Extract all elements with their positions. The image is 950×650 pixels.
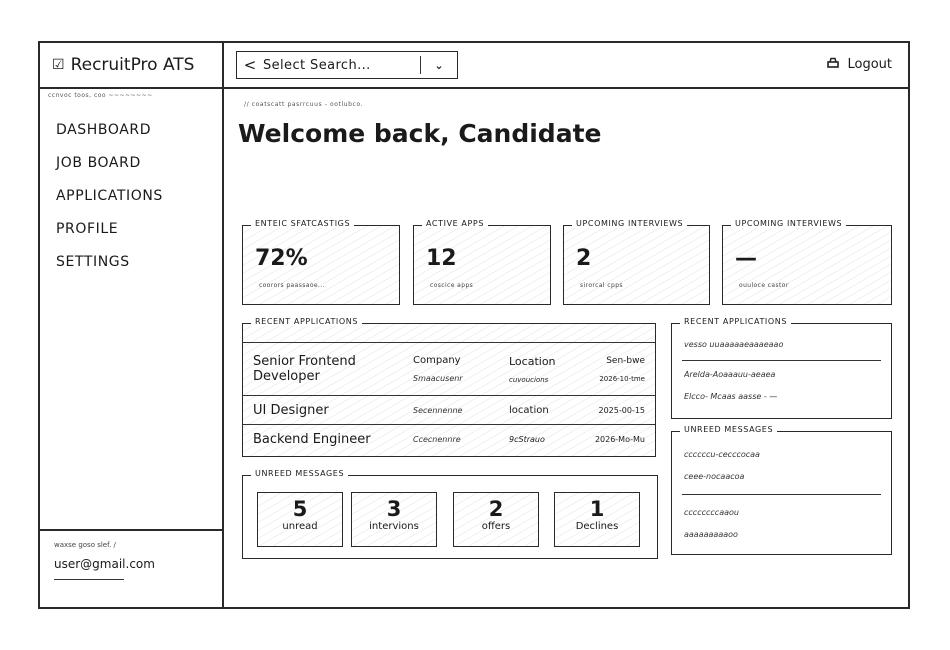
stat-legend: UPCOMING INTERVIEWS [731,219,846,228]
company-header: Company [413,355,461,366]
panel-legend: UNREED MESSAGES [680,425,777,434]
location: cuvoucions [509,375,549,384]
company: Secennenne [413,405,463,415]
search-select[interactable] [236,51,458,79]
counter-label: Declines [575,521,619,532]
message-item[interactable]: ceee-nocaacoa [684,472,745,481]
stat-caption: coscice apps [430,282,474,289]
date-header: Sen-bwe [606,355,645,366]
date: 2026-10-tme [599,374,645,383]
date: 2025-00-15 [598,405,645,415]
stat-legend: UPCOMING INTERVIEWS [572,219,687,228]
counter-number: 5 [292,497,308,521]
stat-card-upcoming-interviews-2[interactable] [722,219,892,305]
stat-card-statistics[interactable] [242,219,400,305]
counter-label: offers [481,521,511,532]
counter-number: 2 [488,497,504,521]
location-header: Location [509,354,556,368]
breadcrumb: // coatscatt pasrrcuus - ootlubco. [244,101,364,108]
logout-button[interactable] [827,57,892,72]
message-item[interactable]: ccccccu-cecccocaa [684,450,760,459]
table-row[interactable] [243,424,655,453]
divider [682,494,881,495]
stat-caption: sirorcal cpps [580,282,623,289]
message-item[interactable]: aaaaaaaaaoo [684,530,738,539]
sidebar-item-dashboard[interactable]: DASHBOARD [56,122,152,138]
counter-label: intervions [369,521,419,532]
counter-offers[interactable] [453,492,539,547]
search-input[interactable]: Select Search... [263,57,371,73]
chevron-down-icon[interactable]: ⌄ [434,58,444,72]
job-title: Senior Frontend Developer [253,354,356,384]
stat-card-active-apps[interactable] [413,219,551,305]
sidebar-nav [40,114,222,279]
sidebar-item-profile[interactable]: PROFILE [56,221,119,237]
sidebar-footer [40,529,222,607]
chevron-left-icon[interactable]: < [243,56,257,74]
location: location [509,404,549,416]
applications-table [243,342,655,453]
stat-caption: ouuloce castor [739,282,789,289]
company: Ccecnennre [413,434,461,444]
job-title: UI Designer [253,402,329,418]
main-content [224,89,908,607]
sidebar-item-applications[interactable]: APPLICATIONS [56,188,163,204]
counter-label: unread [282,521,318,532]
divider [682,360,881,361]
panel-legend: RECENT APPLICATIONS [680,317,791,326]
date-cell [583,356,645,383]
date: 2026-Mo-Mu [594,434,645,444]
counter-unread[interactable] [257,492,343,547]
stat-card-upcoming-interviews[interactable] [563,219,710,305]
side-recent-applications-panel [671,317,892,419]
sidebar-item-settings[interactable]: SETTINGS [56,254,130,270]
table-row[interactable] [243,395,655,424]
unread-messages-panel [242,469,658,559]
counter-declines[interactable] [554,492,640,547]
app-window [38,41,910,609]
list-item[interactable]: vesso uuaaaaaeaaaeaao [684,340,784,349]
stat-value: 72% [255,246,308,271]
footer-hint: waxse goso slef. / [54,541,116,549]
stat-value: 2 [576,246,592,271]
user-email[interactable]: user@gmail.com [54,557,155,571]
stat-value: — [735,246,757,271]
page-title: Welcome back, Candidate [238,119,602,148]
table-row[interactable] [243,342,655,395]
side-unread-messages-panel [671,425,892,555]
job-title: Backend Engineer [253,431,371,447]
footer-divider [54,579,124,580]
counter-number: 1 [589,497,605,521]
logout-label: Logout [847,57,892,72]
counter-interviews[interactable] [351,492,437,547]
company: Smaacusenr [413,374,463,383]
brand-subtext: ccnvoc toos, coo ~~~~~~~~ [48,92,153,99]
stat-legend: ENTEIC SFATCASTIGS [251,219,354,228]
panel-legend: RECENT APPLICATIONS [251,317,362,326]
checkbox-icon: ☑ [52,57,65,73]
panel-legend: UNREED MESSAGES [251,469,348,478]
list-item[interactable]: Arelda-Aoaaauu-aeaea [684,370,776,379]
location: 9cStrauo [509,434,545,444]
lock-icon [827,57,839,72]
sidebar [40,43,224,607]
location-cell [509,355,583,384]
stat-value: 12 [426,246,457,271]
topbar [224,43,908,89]
recent-applications-panel [242,317,656,457]
message-item[interactable]: ccccccccaaou [684,508,739,517]
sidebar-item-job-board[interactable]: JOB BOARD [56,155,141,171]
brand-name: RecruitPro ATS [70,55,195,75]
counter-number: 3 [386,497,402,521]
stat-legend: ACTIVE APPS [422,219,488,228]
list-item[interactable]: Elcco- Mcaas aasse - — [684,392,778,401]
stat-caption: coorors paassaoe... [259,282,325,289]
company-cell [413,355,509,383]
brand[interactable] [40,43,222,89]
